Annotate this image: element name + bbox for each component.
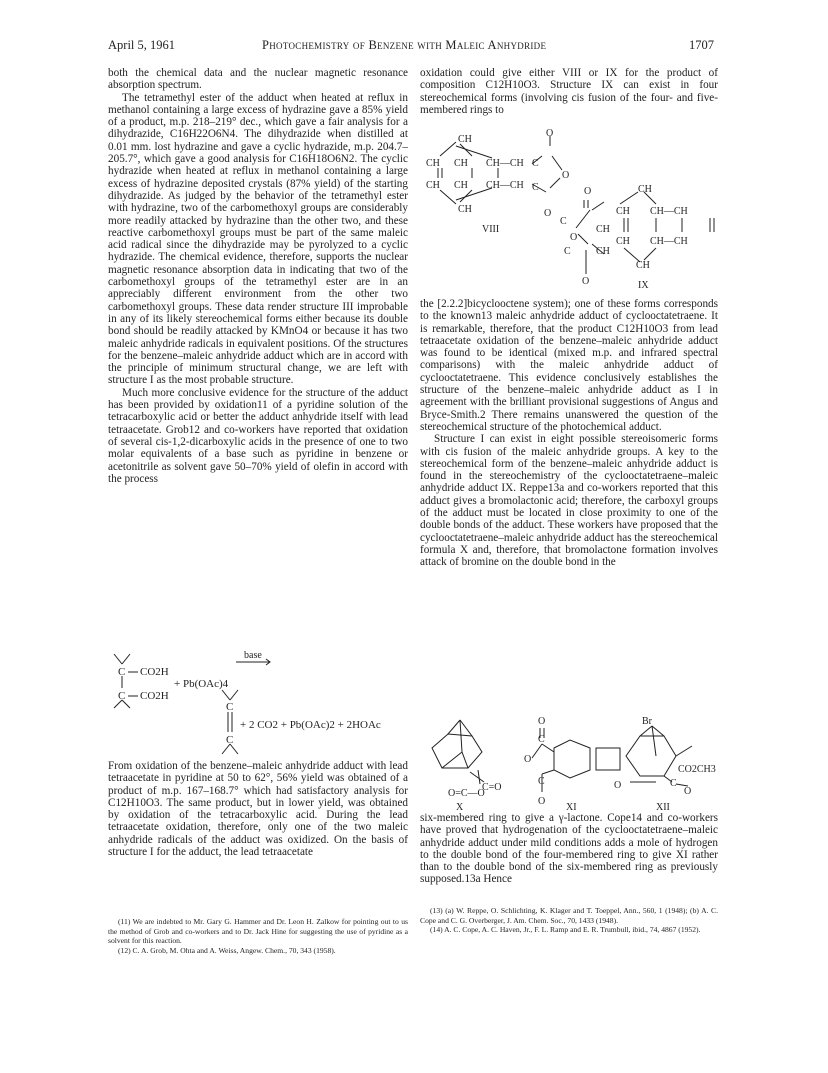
right-paragraph-3: Structure I can exist in eight possible stereoisomeric forms with cis fusion of the maleic anhydride groups. A key to the stereochemical form of the benzene–maleic anhydride adduct is found in the stereochemistry of the cyclooctatetraene–maleic anhydride adduct IX. Reppe13a and co-workers reported that this adduct gives a bromolactonic acid; therefore, the carboxyl groups of the adduct must be located in close proximity to one of the double bonds of the adduct. These workers have proposed that the cyclooctatetraene–maleic anhydride adduct has the stereochemical formula X and, therefore, that bromolactone formation involves attack of bromine on the double bond in the [420,433,718,569]
svg-text:C: C [226,734,234,746]
footnote-11: (11) We are indebted to Mr. Gary G. Hammer and Dr. Leon H. Zalkow for pointing out to us the method of Grob and co-workers and to Dr. Jack Hine for suggesting the use of pyridine as a solvent for this reaction. [108,917,408,946]
left-paragraph-1: both the chemical data and the nuclear magnetic resonance absorption spectrum. [108,67,408,92]
left-paragraph-2: The tetramethyl ester of the adduct when heated at reflux in methanol containing a large excess of hydrazine gave a 85% yield of a product, m.p. 218–219° dec., which gave a fair analysis for a dihydrazide, C16H22O6N4. The dihydrazide when distilled at 0.01 mm. lost hydrazine and gave a cyclic hydrazide, m.p. 204.7–205.7°, which gave a good analysis for C16H18O6N2. The cyclic hydrazide when heated at reflux in methanol containing a large excess of hydrazine deposited crystals (87% yield) of the starting dihydrazide. As judged by the behavior of the tetramethyl ester with hydrazine, two of the carbomethoxyl groups are considerably more readily attacked by hydrazine than the other two, and these reactive carbomethoxyl groups must be part of the same maleic acid radical since the dihydrazide may be pyrolyzed to a cyclic hydrazide. The chemical evidence, therefore, supports the nuclear magnetic resonance absorption data in indicating that two of the carbomethoxyl groups of the tetramethyl ester are in an appreciably different environment from the other two carbomethoxyl groups. These data render structure III improbable in any of its likely stereochemical forms either because its double bond should be readily attacked by KMnO4 or because it has two maleic anhydride radicals in equivalent positions. Of the structures for the benzene–maleic anhydride adduct which are in accord with the principle of minimum structural change, we are left with structure I as the most probable structure. [108,91,408,387]
footnote-14: (14) A. C. Cope, A. C. Haven, Jr., F. L. Ramp and E. R. Trumbull, ibid., 74, 4867 (1952). [430,925,701,935]
left-column-bottom [108,760,408,858]
label-ceo: C=O [482,782,502,793]
label-xi: XI [566,802,577,813]
label-br: Br [642,716,652,727]
scheme-co2h-bottom: CO2H [140,690,169,702]
left-column-top [108,67,408,485]
svg-text:O: O [524,754,532,765]
right-column-top [420,67,718,116]
svg-text:CH: CH [426,180,440,191]
svg-text:C: C [560,216,567,227]
svg-text:C: C [564,246,571,257]
svg-text:CH: CH [454,158,468,169]
svg-text:O: O [562,170,570,181]
svg-text:CH: CH [596,224,610,235]
svg-text:C: C [118,666,126,678]
right-paragraph-1: oxidation could give either VIII or IX for the product of composition C12H10O3. Structure IX can exist in four stereochemical forms (involving cis fusion of the four- and five-membered rings to [420,67,718,116]
label-viii: VIII [482,224,500,235]
label-oec: O=C—O [448,788,485,799]
svg-text:CH: CH [454,180,468,191]
label-ix: IX [638,280,649,291]
svg-text:CH: CH [458,134,472,145]
svg-text:CH—CH: CH—CH [486,158,524,169]
svg-text:O: O [584,186,592,197]
right-column-middle [420,298,718,569]
svg-text:C: C [532,182,539,193]
scheme-co2h-top: CO2H [140,666,169,678]
svg-text:CH: CH [426,158,440,169]
grob-reaction-scheme [108,650,408,760]
svg-text:C: C [532,158,539,169]
svg-text:O: O [544,208,552,219]
left-paragraph-3: Much more conclusive evidence for the structure of the adduct has been provided by oxidation11 of a pyridine solution of the tetracarboxylic acid or better the adduct anhydride itself with lead tetraacetate. Grob12 and co-workers have reported that oxidation of several cis-1,2-dicarboxylic acids in the presence of one to two molar equivalents of a base such as pyridine in benzene or acetonitrile as solvent gave 50–70% yield of olefin in accord with the process [108,386,408,485]
svg-text:O: O [582,276,590,287]
svg-text:CH: CH [616,236,630,247]
running-date: April 5, 1961 [108,38,176,52]
left-footnotes [108,917,408,955]
right-column-bottom [420,812,718,886]
svg-text:C: C [538,776,545,787]
label-xii: XII [656,802,670,813]
svg-text:CH: CH [616,206,630,217]
scheme-reagent: + Pb(OAc)4 [174,678,229,690]
svg-text:CH—CH: CH—CH [650,206,688,217]
footnote-12: (12) C. A. Grob, M. Ohta and A. Weiss, Angew. Chem., 70, 343 (1958). [118,945,336,955]
svg-text:O: O [538,716,546,727]
page-number: 1707 [689,38,714,52]
svg-text:O: O [546,128,554,139]
svg-text:CH: CH [636,260,650,271]
label-x: X [456,802,464,813]
svg-text:CH—CH: CH—CH [650,236,688,247]
structures-x-xi-xii [420,712,718,812]
svg-text:O: O [614,780,622,791]
svg-text:CH—CH: CH—CH [486,180,524,191]
scheme-products: + 2 CO2 + Pb(OAc)2 + 2HOAc [240,719,381,731]
right-paragraph-2: the [2.2.2]bicyclooctene system); one of these forms corresponds to the known13 maleic anhydride adduct of cyclooctatetraene. It is remarkable, therefore, that the product C12H10O3 from lead tetraacetate oxidation of the benzene–maleic anhydride adduct was found to be identical (mixed m.p. and infrared spectral comparisons) with the maleic anhydride adduct of cyclooctatetraene. This evidence conclusively establishes the structure of the benzene–maleic anhydride adduct as I in agreement with the brilliant provisional suggestions of Angus and Bryce-Smith.2 There remains unanswered the question of the stereochemical structure of the photochemical adduct. [420,298,718,433]
svg-text:CH: CH [458,204,472,215]
right-footnotes [420,906,718,935]
structures-viii-ix [420,128,718,293]
label-co2ch3: CO2CH3 [678,764,716,775]
svg-text:CH: CH [638,184,652,195]
svg-text:O: O [684,786,692,797]
footnote-13: (13) (a) W. Reppe, O. Schlichting, K. Klager and T. Toeppel, Ann., 560, 1 (1948); (b) A. C. Cope and C. G. Overberger, J. Am. Chem. Soc., 70, 1433 (1948). [420,906,718,925]
running-title: Photochemistry of Benzene with Maleic Anhydride [262,38,547,52]
svg-text:C: C [118,690,126,702]
svg-text:C: C [670,778,677,789]
svg-text:C: C [538,734,545,745]
svg-text:C: C [226,701,234,713]
svg-text:CH: CH [596,246,610,257]
scheme-base-label: base [244,650,262,661]
svg-text:O: O [538,796,546,807]
svg-text:O: O [570,232,578,243]
right-paragraph-4: six-membered ring to give a γ-lactone. Cope14 and co-workers have proved that hydrogenation of the cyclooctatetraene–maleic anhydride adduct under mild conditions adds a mole of hydrogen to the double bond of the four-membered ring to give XI rather than to the double bond of the six-membered ring as previously supposed.13a Hence [420,812,718,886]
left-paragraph-4: From oxidation of the benzene–maleic anhydride adduct with lead tetraacetate in pyridine at 50 to 62°, 56% yield was obtained of a product of m.p. 167–168.7° which had satisfactory analysis for C12H10O3. The same product, but in lower yield, was obtained by oxidation of the tetracarboxylic acid. During the lead tetraacetate oxidation, therefore, only one of the two maleic anhydride radicals of the adduct was oxidized. On the basis of structure I for the adduct, the lead tetraacetate [108,760,408,859]
